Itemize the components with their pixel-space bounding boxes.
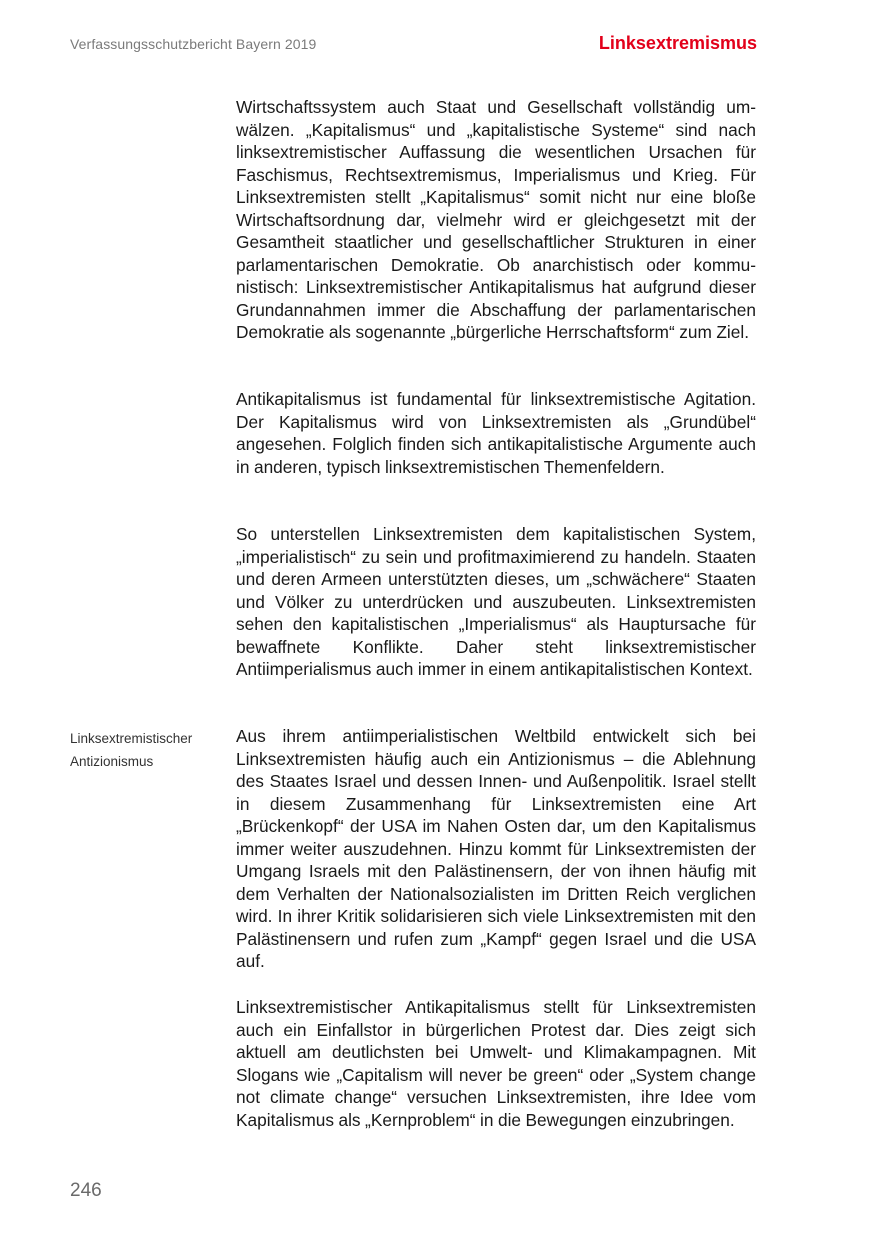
sidenote-antizionismus: Linksextremistischer Antizionismus bbox=[70, 731, 193, 769]
page-number: 246 bbox=[70, 1180, 102, 1201]
paragraph-4: Aus ihrem antiimperialistischen Weltbild entwickelt sich bei Linksextremisten häufig auch ein Antizionismus – die Ablehnung des Staates Israel und dessen Innen- und Außenpolitik. Israel stellt in diesem Zusammenhang für Linksextremisten eine Art „Brückenkopf“ der USA im Nahen Osten dar, um den Kapitalismus immer weiter auszudehnen. Hinzu kommt für Linksextremisten der Umgang Israels mit den Palästinensern, der von ihnen häufig mit dem Verhalten der Nationalsozialisten im Dritten Reich verglichen wird. In ihrer Kritik solidarisieren sich viele Linksextremisten mit den Palästinensern und rufen zum „Kampf“ gegen Israel und die USA auf. bbox=[236, 726, 756, 971]
running-header-publication: Verfassungsschutzbericht Bayern 2019 bbox=[70, 36, 317, 52]
paragraph-1: Wirtschaftssystem auch Staat und Gesellschaft vollständig umwälzen. „Kapitalismus“ und „kapitalistische Systeme“ sind nach linksextremistischer Auffassung die wesentlichen Ursachen für Faschismus, Rechtsextremismus, Imperialismus und Krieg. Für Linksextremisten stellt „Kapitalismus“ somit nicht nur eine bloße Wirtschaftsordnung dar, vielmehr wird er gleichgesetzt mit der Gesamtheit staatlicher und gesellschaftlicher Strukturen in einer parlamentarischen Demokratie. Ob anarchistisch oder kommunistisch: Linksextremistischer Antikapitalismus hat aufgrund dieser Grundannahmen immer die Abschaffung der parlamentarischen Demokratie als sogenannte „bürgerliche Herrschaftsform“ zum Ziel. bbox=[236, 97, 756, 342]
running-header-section: Linksextremismus bbox=[598, 33, 757, 53]
paragraph-5: Linksextremistischer Antikapitalismus stellt für Linksextremisten auch ein Einfallstor in bürgerlichen Protest dar. Dies zeigt sich aktuell am deutlichsten bei Umwelt- und Klimakampagnen. Mit Slogans wie „Capitalism will never be green“ oder „System change not climate change“ versuchen Linksextremisten, ihre Idee vom Kapitalismus als „Kernproblem“ in die Bewegungen einzubringen. bbox=[236, 997, 756, 1130]
paragraph-2: Antikapitalismus ist fundamental für linksextremistische Agitation. Der Kapitalismus wird von Linksextremisten als „Grundübel“ angesehen. Folglich finden sich antikapitalistische Argumente auch in anderen, typisch linksextremistischen Themenfeldern. bbox=[236, 389, 756, 477]
paragraph-3: So unterstellen Linksextremisten dem kapitalistischen System, „imperialistisch“ zu sein und profitmaximierend zu handeln. Staaten und deren Armeen unterstützten dieses, um „schwächere“ Staaten und Völker zu unterdrücken und auszubeuten. Linksextremisten sehen den kapitalistischen „Imperialismus“ als Hauptursache für bewaffnete Konflikte. Daher steht linksextremistischer Antiimperialismus auch immer in einem antikapitalistischen Kontext. bbox=[236, 524, 756, 679]
